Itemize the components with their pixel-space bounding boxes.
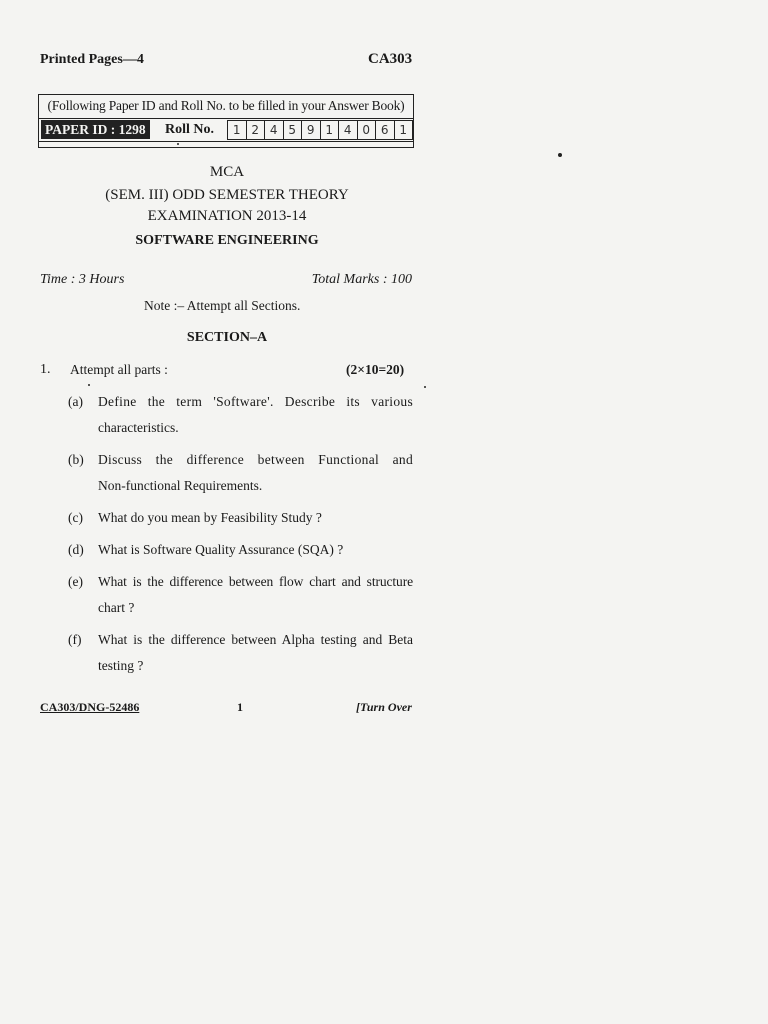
roll-digit: 1	[227, 120, 247, 140]
part-label: (a)	[68, 394, 83, 409]
part-text-continued: characteristics.	[98, 420, 179, 435]
paper-id-box	[38, 94, 414, 148]
part-text-continued: Non-functional Requirements.	[98, 478, 263, 493]
roll-digit: 1	[394, 120, 414, 140]
section-heading: SECTION–A	[186, 330, 268, 345]
roll-digit: 9	[301, 120, 321, 140]
exam-title: EXAMINATION 2013-14	[147, 208, 307, 224]
part-text-continued: chart ?	[98, 600, 135, 615]
total-marks: Total Marks : 100	[311, 272, 412, 287]
instructions-note: Note :– Attempt all Sections.	[144, 298, 301, 313]
part-label: (d)	[68, 542, 84, 557]
scan-speck	[177, 143, 179, 145]
part-label: (b)	[68, 452, 84, 467]
roll-digit: 4	[264, 120, 284, 140]
id-instruction: (Following Paper ID and Roll No. to be filled in your Answer Book)	[39, 95, 413, 119]
part-label: (c)	[68, 510, 83, 525]
paper-id-label: PAPER ID : 1298	[41, 120, 150, 139]
footer-paper-code: CA303/DNG-52486	[40, 700, 140, 714]
part-text: What do you mean by Feasibility Study ?	[98, 510, 322, 525]
part-text: What is the difference between Alpha testing and Beta	[98, 632, 413, 647]
roll-digit: 6	[375, 120, 395, 140]
question-marks: (2×10=20)	[346, 362, 405, 377]
page-number: 1	[237, 700, 243, 714]
part-text: Define the term 'Software'. Describe its various	[98, 394, 413, 409]
scan-speck	[88, 384, 90, 386]
semester-title: (SEM. III) ODD SEMESTER THEORY	[105, 187, 349, 203]
part-text: What is Software Quality Assurance (SQA) ?	[98, 542, 344, 557]
part-label: (e)	[68, 574, 83, 589]
question-number: 1.	[40, 362, 51, 377]
scan-speck	[558, 153, 562, 157]
roll-digit: 5	[283, 120, 303, 140]
part-label: (f)	[68, 632, 82, 647]
id-row	[39, 119, 413, 140]
part-text: Discuss the difference between Functional and	[98, 452, 413, 467]
turn-over-note: [Turn Over	[356, 700, 412, 714]
question-text: Attempt all parts :	[70, 362, 168, 377]
roll-digit: 0	[357, 120, 377, 140]
course-title: MCA	[209, 164, 245, 180]
subject-title: SOFTWARE ENGINEERING	[135, 233, 319, 248]
roll-digit: 1	[320, 120, 340, 140]
time-allowed: Time : 3 Hours	[40, 272, 125, 287]
roll-digit: 2	[246, 120, 266, 140]
printed-pages: Printed Pages—4	[40, 52, 144, 67]
roll-no-label: Roll No.	[165, 122, 214, 137]
id-box-divider	[39, 141, 413, 142]
part-text: What is the difference between flow chart and structure	[98, 574, 413, 589]
part-text-continued: testing ?	[98, 658, 144, 673]
roll-digit: 4	[338, 120, 358, 140]
roll-no-boxes	[228, 120, 413, 139]
scan-speck	[424, 386, 426, 388]
paper-code: CA303	[368, 51, 413, 67]
